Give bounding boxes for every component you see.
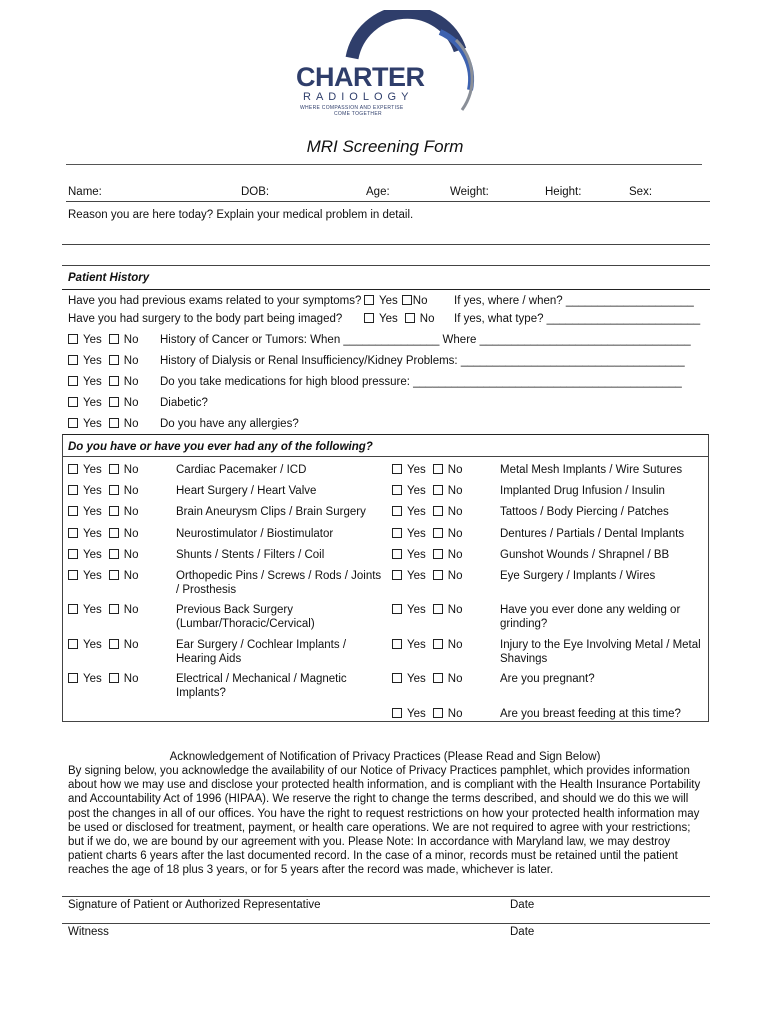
checkbox[interactable] bbox=[68, 485, 78, 495]
checkbox[interactable] bbox=[109, 464, 119, 474]
yes-option[interactable]: Yes bbox=[68, 569, 102, 583]
form-title: MRI Screening Form bbox=[306, 137, 464, 156]
checkbox[interactable] bbox=[68, 528, 78, 538]
no-option[interactable]: No bbox=[109, 484, 139, 498]
conditions-heading: Do you have or have you ever had any of the following? bbox=[68, 441, 373, 453]
condition-label: Ear Surgery / Cochlear Implants / Hearing Aids bbox=[176, 639, 347, 665]
cond-right-yn bbox=[392, 672, 462, 686]
checkbox[interactable] bbox=[364, 295, 374, 305]
no-option[interactable]: No bbox=[433, 569, 463, 583]
checkbox[interactable] bbox=[433, 639, 443, 649]
checkbox[interactable] bbox=[68, 673, 78, 683]
cond-right-yn bbox=[392, 505, 462, 519]
yes-option[interactable]: Yes bbox=[68, 417, 102, 431]
yes-option[interactable]: Yes bbox=[392, 548, 426, 562]
history-item: History of Cancer or Tumors: When _______________ Where _________________________________ bbox=[160, 334, 691, 346]
weight-label: Weight: bbox=[450, 186, 489, 198]
witness-label: Witness bbox=[68, 926, 109, 938]
history-item: Do you have any allergies? bbox=[160, 418, 299, 430]
checkbox[interactable] bbox=[109, 397, 119, 407]
checkbox[interactable] bbox=[392, 506, 402, 516]
checkbox[interactable] bbox=[68, 376, 78, 386]
yes-option[interactable]: Yes bbox=[68, 672, 102, 686]
age-label: Age: bbox=[366, 186, 390, 198]
yes-option[interactable]: Yes bbox=[68, 463, 102, 477]
checkbox[interactable] bbox=[109, 334, 119, 344]
history-yn-1 bbox=[68, 333, 138, 347]
yes-option[interactable]: Yes bbox=[68, 354, 102, 368]
checkbox[interactable] bbox=[109, 485, 119, 495]
yes-option[interactable]: Yes bbox=[392, 463, 426, 477]
witness-line bbox=[62, 923, 710, 924]
condition-label: Metal Mesh Implants / Wire Sutures bbox=[500, 464, 683, 476]
no-option[interactable]: No bbox=[109, 354, 139, 368]
condition-label: Brain Aneurysm Clips / Brain Surgery bbox=[176, 506, 366, 518]
logo-tagline-2: COME TOGETHER bbox=[334, 111, 382, 117]
checkbox[interactable] bbox=[68, 397, 78, 407]
history-yn-5 bbox=[68, 417, 138, 431]
checkbox[interactable] bbox=[68, 506, 78, 516]
no-option[interactable]: No bbox=[109, 527, 139, 541]
checkbox[interactable] bbox=[68, 549, 78, 559]
no-option[interactable]: No bbox=[109, 505, 139, 519]
prev-exams-yn bbox=[364, 294, 427, 308]
no-option[interactable]: No bbox=[433, 672, 463, 686]
history-item: Diabetic? bbox=[160, 397, 208, 409]
height-label: Height: bbox=[545, 186, 582, 198]
no-option[interactable]: No bbox=[109, 672, 139, 686]
no-option[interactable]: No bbox=[109, 638, 139, 652]
cond-right-yn bbox=[392, 707, 462, 721]
cond-right-yn bbox=[392, 527, 462, 541]
name-label: Name: bbox=[68, 186, 102, 198]
witness-date-label: Date bbox=[510, 926, 535, 938]
surgery-followup: If yes, what type? ________________________ bbox=[454, 313, 701, 325]
checkbox[interactable] bbox=[68, 355, 78, 365]
no-option[interactable]: No bbox=[433, 707, 463, 721]
no-option[interactable]: No bbox=[109, 548, 139, 562]
cond-left-yn bbox=[68, 505, 138, 519]
yes-option[interactable]: Yes bbox=[392, 569, 426, 583]
yes-option[interactable]: Yes bbox=[68, 396, 102, 410]
no-option[interactable]: No bbox=[433, 638, 463, 652]
cond-left-yn bbox=[68, 527, 138, 541]
checkbox[interactable] bbox=[433, 604, 443, 614]
checkbox[interactable] bbox=[68, 639, 78, 649]
yes-option[interactable]: Yes bbox=[392, 638, 426, 652]
checkbox[interactable] bbox=[392, 708, 402, 718]
reason-label: Reason you are here today? Explain your medical problem in detail. bbox=[68, 209, 414, 221]
checkbox[interactable] bbox=[392, 485, 402, 495]
checkbox[interactable] bbox=[109, 528, 119, 538]
no-option[interactable]: No bbox=[433, 527, 463, 541]
checkbox[interactable] bbox=[392, 570, 402, 580]
cond-right-yn bbox=[392, 463, 462, 477]
fields-line bbox=[66, 201, 710, 202]
history-yn-4 bbox=[68, 396, 138, 410]
checkbox[interactable] bbox=[68, 334, 78, 344]
checkbox[interactable] bbox=[109, 604, 119, 614]
checkbox[interactable] bbox=[68, 418, 78, 428]
dob-label: DOB: bbox=[241, 186, 270, 198]
condition-label: Are you breast feeding at this time? bbox=[500, 708, 681, 720]
checkbox[interactable] bbox=[109, 673, 119, 683]
history-yn-2 bbox=[68, 354, 138, 368]
yes-option[interactable]: Yes bbox=[392, 527, 426, 541]
yes-option[interactable]: Yes bbox=[68, 638, 102, 652]
condition-label: Injury to the Eye Involving Metal / Metal Shavings bbox=[500, 639, 701, 665]
condition-label: Cardiac Pacemaker / ICD bbox=[176, 464, 307, 476]
checkbox[interactable] bbox=[433, 506, 443, 516]
cond-right-yn bbox=[392, 603, 462, 617]
checkbox[interactable] bbox=[433, 464, 443, 474]
no-option[interactable]: No bbox=[109, 569, 139, 583]
history-item: History of Dialysis or Renal Insufficiency/Kidney Problems: ___________________________________ bbox=[160, 355, 685, 367]
no-option[interactable]: No bbox=[433, 463, 463, 477]
checkbox[interactable] bbox=[392, 464, 402, 474]
cond-left-yn bbox=[68, 569, 138, 583]
no-option[interactable]: No bbox=[109, 375, 139, 389]
logo-name-radiology: RADIOLOGY bbox=[303, 91, 414, 103]
surgery-yes[interactable]: Yes bbox=[364, 312, 398, 326]
condition-label: Eye Surgery / Implants / Wires bbox=[500, 570, 656, 582]
charter-radiology-logo bbox=[290, 10, 480, 120]
checkbox[interactable] bbox=[433, 528, 443, 538]
checkbox[interactable] bbox=[68, 570, 78, 580]
checkbox[interactable] bbox=[109, 570, 119, 580]
no-option[interactable]: No bbox=[109, 333, 139, 347]
prev-exams-no[interactable]: No bbox=[402, 294, 428, 308]
yes-option[interactable]: Yes bbox=[68, 548, 102, 562]
cond-right-yn bbox=[392, 638, 462, 652]
no-option[interactable]: No bbox=[433, 548, 463, 562]
patient-history-heading: Patient History bbox=[68, 272, 150, 284]
no-option[interactable]: No bbox=[433, 505, 463, 519]
no-option[interactable]: No bbox=[433, 484, 463, 498]
checkbox[interactable] bbox=[402, 295, 412, 305]
condition-label: Are you pregnant? bbox=[500, 673, 595, 685]
no-option[interactable]: No bbox=[109, 396, 139, 410]
patient-history-divider bbox=[62, 289, 710, 290]
history-yn-3 bbox=[68, 375, 138, 389]
checkbox[interactable] bbox=[109, 639, 119, 649]
cond-left-yn bbox=[68, 463, 138, 477]
signature-patient-label: Signature of Patient or Authorized Representative bbox=[68, 899, 321, 911]
conditions-heading-divider bbox=[62, 456, 709, 457]
checkbox[interactable] bbox=[433, 485, 443, 495]
condition-label: Gunshot Wounds / Shrapnel / BB bbox=[500, 549, 670, 561]
prev-exams-question: Have you had previous exams related to your symptoms? bbox=[68, 295, 362, 307]
checkbox[interactable] bbox=[433, 570, 443, 580]
checkbox[interactable] bbox=[405, 313, 415, 323]
surgery-no[interactable]: No bbox=[405, 312, 435, 326]
reason-line-1 bbox=[62, 244, 710, 245]
yes-option[interactable]: Yes bbox=[392, 505, 426, 519]
reason-line-2 bbox=[62, 265, 710, 266]
checkbox[interactable] bbox=[392, 639, 402, 649]
checkbox[interactable] bbox=[433, 673, 443, 683]
yes-option[interactable]: Yes bbox=[68, 484, 102, 498]
checkbox[interactable] bbox=[109, 506, 119, 516]
prev-exams-yes[interactable]: Yes bbox=[364, 294, 398, 308]
signature-date-label: Date bbox=[510, 899, 535, 911]
yes-option[interactable]: Yes bbox=[68, 603, 102, 617]
checkbox[interactable] bbox=[392, 604, 402, 614]
condition-label: Neurostimulator / Biostimulator bbox=[176, 528, 334, 540]
yes-option[interactable]: Yes bbox=[68, 505, 102, 519]
logo-name-charter: CHARTER bbox=[296, 62, 425, 92]
condition-label: Implanted Drug Infusion / Insulin bbox=[500, 485, 665, 497]
checkbox[interactable] bbox=[392, 549, 402, 559]
prev-exams-followup: If yes, where / when? ____________________ bbox=[454, 295, 694, 307]
checkbox[interactable] bbox=[433, 549, 443, 559]
no-option[interactable]: No bbox=[109, 417, 139, 431]
sex-label: Sex: bbox=[629, 186, 653, 198]
condition-label: Shunts / Stents / Filters / Coil bbox=[176, 549, 325, 561]
cond-right-yn bbox=[392, 484, 462, 498]
privacy-heading: Acknowledgement of Notification of Privacy Practices (Please Read and Sign Below) bbox=[169, 751, 601, 763]
cond-left-yn bbox=[68, 484, 138, 498]
condition-label: Have you ever done any welding or grinding? bbox=[500, 604, 681, 630]
cond-left-yn bbox=[68, 638, 138, 652]
checkbox[interactable] bbox=[109, 549, 119, 559]
yes-option[interactable]: Yes bbox=[68, 333, 102, 347]
title-divider bbox=[66, 164, 702, 165]
condition-label: Electrical / Mechanical / Magnetic Implants? bbox=[176, 673, 347, 699]
checkbox[interactable] bbox=[433, 708, 443, 718]
checkbox[interactable] bbox=[392, 673, 402, 683]
condition-label: Tattoos / Body Piercing / Patches bbox=[500, 506, 669, 518]
checkbox[interactable] bbox=[364, 313, 374, 323]
checkbox[interactable] bbox=[109, 418, 119, 428]
history-item: Do you take medications for high blood pressure: __________________________________________ bbox=[160, 376, 682, 388]
signature-line bbox=[62, 896, 710, 897]
cond-left-yn bbox=[68, 548, 138, 562]
no-option[interactable]: No bbox=[109, 463, 139, 477]
yes-option[interactable]: Yes bbox=[68, 375, 102, 389]
no-option[interactable]: No bbox=[109, 603, 139, 617]
cond-left-yn bbox=[68, 672, 138, 686]
checkbox[interactable] bbox=[109, 355, 119, 365]
cond-right-yn bbox=[392, 569, 462, 583]
surgery-yn bbox=[364, 312, 434, 326]
yes-option[interactable]: Yes bbox=[392, 672, 426, 686]
checkbox[interactable] bbox=[392, 528, 402, 538]
logo-tagline-1: WHERE COMPASSION AND EXPERTISE bbox=[300, 105, 404, 111]
yes-option[interactable]: Yes bbox=[68, 527, 102, 541]
condition-label: Dentures / Partials / Dental Implants bbox=[500, 528, 685, 540]
no-option[interactable]: No bbox=[433, 603, 463, 617]
condition-label: Previous Back Surgery (Lumbar/Thoracic/Cervical) bbox=[176, 604, 315, 630]
checkbox[interactable] bbox=[68, 604, 78, 614]
checkbox[interactable] bbox=[109, 376, 119, 386]
surgery-question: Have you had surgery to the body part being imaged? bbox=[68, 313, 343, 325]
privacy-body: By signing below, you acknowledge the availability of our Notice of Privacy Practices pamphlet, which provides information about how we may use and disclose your protected health information, and is compliant with the Health Insurance Portability and Accountability Act of 1996 (HIPAA). We reserve the right to change the terms described, and should we do this we will post the changes in all of our offices. You have the right to request restrictions on how your protected health information may be used or disclosed for treatment, payment, or health care operations. We are not required to agree with your restrictions; but if we do, we are bound by our agreement with you. Please Note: In accordance with Maryland law, we may destroy patient charts 6 years after the last documented record. In the case of a minor, records must be retained until the patient reaches the age of 18 plus 3 years, or for 5 years after the record was made, whichever is later. bbox=[68, 765, 701, 877]
yes-option[interactable]: Yes bbox=[392, 707, 426, 721]
cond-left-yn bbox=[68, 603, 138, 617]
cond-right-yn bbox=[392, 548, 462, 562]
yes-option[interactable]: Yes bbox=[392, 484, 426, 498]
condition-label: Orthopedic Pins / Screws / Rods / Joints / Prosthesis bbox=[176, 570, 382, 596]
yes-option[interactable]: Yes bbox=[392, 603, 426, 617]
condition-label: Heart Surgery / Heart Valve bbox=[176, 485, 317, 497]
checkbox[interactable] bbox=[68, 464, 78, 474]
